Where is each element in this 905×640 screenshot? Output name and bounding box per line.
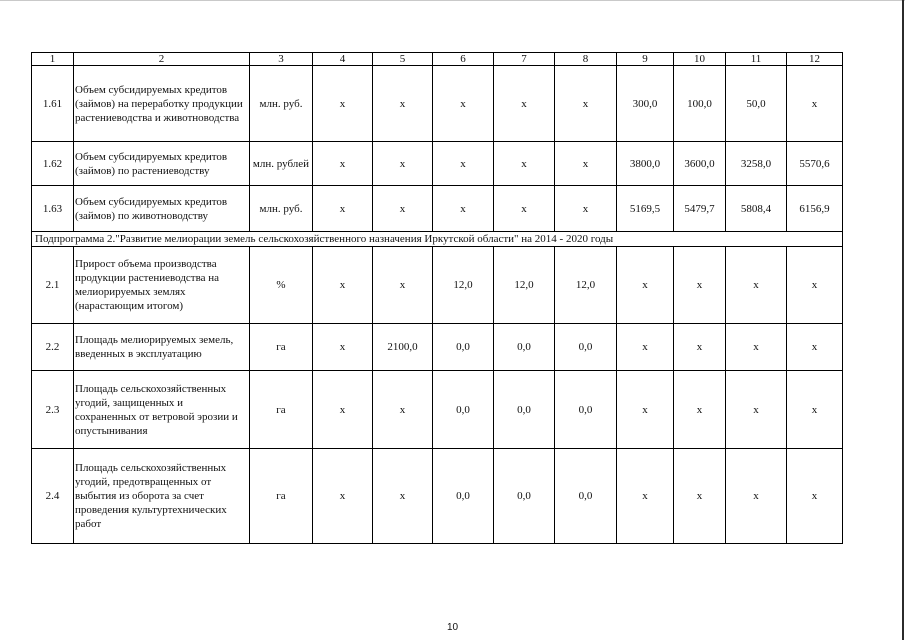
value-cell: 0,0 — [433, 324, 494, 371]
value-cell: 300,0 — [617, 66, 674, 142]
row-description: Объем субсидируемых кредитов (займов) по животноводству — [74, 186, 250, 232]
value-cell: х — [787, 371, 843, 449]
table-row — [32, 66, 843, 142]
value-cell: 5808,4 — [726, 186, 787, 232]
value-cell: х — [313, 142, 373, 186]
row-number: 1.62 — [32, 142, 74, 186]
value-cell: х — [494, 66, 555, 142]
value-cell: 0,0 — [494, 371, 555, 449]
value-cell: 3800,0 — [617, 142, 674, 186]
value-cell: 3600,0 — [674, 142, 726, 186]
value-cell: 0,0 — [555, 324, 617, 371]
value-cell: 2100,0 — [373, 324, 433, 371]
row-number: 2.2 — [32, 324, 74, 371]
value-cell: 12,0 — [494, 247, 555, 324]
value-cell: х — [373, 66, 433, 142]
value-cell: 12,0 — [433, 247, 494, 324]
value-cell: 100,0 — [674, 66, 726, 142]
header-row — [32, 53, 843, 66]
header-cell: 3 — [250, 53, 313, 66]
value-cell: 3258,0 — [726, 142, 787, 186]
value-cell: х — [787, 247, 843, 324]
row-unit: % — [250, 247, 313, 324]
row-unit: млн. руб. — [250, 66, 313, 142]
value-cell: х — [313, 186, 373, 232]
value-cell: х — [433, 186, 494, 232]
value-cell: 0,0 — [433, 449, 494, 544]
value-cell: 5570,6 — [787, 142, 843, 186]
value-cell: х — [313, 66, 373, 142]
value-cell: х — [555, 142, 617, 186]
value-cell: х — [674, 247, 726, 324]
table-row — [32, 186, 843, 232]
row-unit: млн. руб. — [250, 186, 313, 232]
value-cell: 5479,7 — [674, 186, 726, 232]
value-cell: х — [787, 449, 843, 544]
value-cell: х — [433, 142, 494, 186]
header-cell: 8 — [555, 53, 617, 66]
row-description: Площадь мелиорируемых земель, введенных в эксплуатацию — [74, 324, 250, 371]
value-cell: х — [726, 247, 787, 324]
row-description: Площадь сельскохозяйственных угодий, защищенных и сохраненных от ветровой эрозии и опустынивания — [74, 371, 250, 449]
subprogram-row — [32, 232, 843, 247]
row-description: Площадь сельскохозяйственных угодий, предотвращенных от выбытия из оборота за счет проведения культуртехнических работ — [74, 449, 250, 544]
value-cell: х — [726, 371, 787, 449]
value-cell: 0,0 — [494, 449, 555, 544]
value-cell: 50,0 — [726, 66, 787, 142]
page-number: 10 — [446, 622, 459, 633]
value-cell: 5169,5 — [617, 186, 674, 232]
value-cell: 0,0 — [433, 371, 494, 449]
header-cell: 11 — [726, 53, 787, 66]
header-cell: 2 — [74, 53, 250, 66]
value-cell: х — [674, 324, 726, 371]
value-cell: х — [313, 371, 373, 449]
row-number: 2.3 — [32, 371, 74, 449]
row-unit: га — [250, 449, 313, 544]
table-row — [32, 371, 843, 449]
table-row — [32, 324, 843, 371]
value-cell: х — [313, 449, 373, 544]
row-unit: млн. рублей — [250, 142, 313, 186]
value-cell: х — [674, 371, 726, 449]
value-cell: 0,0 — [494, 324, 555, 371]
header-cell: 12 — [787, 53, 843, 66]
value-cell: х — [373, 371, 433, 449]
value-cell: 0,0 — [555, 449, 617, 544]
table-row — [32, 247, 843, 324]
table-row — [32, 449, 843, 544]
value-cell: х — [726, 324, 787, 371]
row-number: 2.4 — [32, 449, 74, 544]
row-number: 1.61 — [32, 66, 74, 142]
value-cell: х — [373, 186, 433, 232]
row-unit: га — [250, 324, 313, 371]
value-cell: х — [674, 449, 726, 544]
value-cell: х — [313, 247, 373, 324]
value-cell: х — [373, 449, 433, 544]
header-cell: 6 — [433, 53, 494, 66]
scan-edge-top — [0, 0, 905, 1]
value-cell: х — [617, 449, 674, 544]
row-unit: га — [250, 371, 313, 449]
value-cell: х — [494, 142, 555, 186]
value-cell: х — [787, 324, 843, 371]
header-cell: 7 — [494, 53, 555, 66]
value-cell: х — [373, 247, 433, 324]
scan-edge-right — [902, 0, 904, 640]
row-number: 1.63 — [32, 186, 74, 232]
value-cell: х — [617, 324, 674, 371]
row-description: Объем субсидируемых кредитов (займов) по растениеводству — [74, 142, 250, 186]
row-description: Объем субсидируемых кредитов (займов) на переработку продукции растениеводства и животноводства — [74, 66, 250, 142]
header-cell: 4 — [313, 53, 373, 66]
header-cell: 9 — [617, 53, 674, 66]
value-cell: 6156,9 — [787, 186, 843, 232]
value-cell: 0,0 — [555, 371, 617, 449]
header-cell: 1 — [32, 53, 74, 66]
header-cell: 10 — [674, 53, 726, 66]
indicators-table — [31, 52, 843, 544]
table-row — [32, 142, 843, 186]
subprogram-title: Подпрограмма 2."Развитие мелиорации земель сельскохозяйственного назначения Иркутской области" на 2014 - 2020 годы — [32, 232, 843, 247]
value-cell: х — [555, 186, 617, 232]
value-cell: х — [787, 66, 843, 142]
value-cell: х — [433, 66, 494, 142]
row-description: Прирост объема производства продукции растениеводства на мелиорируемых землях (нарастающим итогом) — [74, 247, 250, 324]
value-cell: х — [313, 324, 373, 371]
row-number: 2.1 — [32, 247, 74, 324]
value-cell: х — [726, 449, 787, 544]
value-cell: х — [555, 66, 617, 142]
value-cell: х — [494, 186, 555, 232]
header-cell: 5 — [373, 53, 433, 66]
value-cell: х — [617, 247, 674, 324]
value-cell: х — [373, 142, 433, 186]
value-cell: 12,0 — [555, 247, 617, 324]
value-cell: х — [617, 371, 674, 449]
